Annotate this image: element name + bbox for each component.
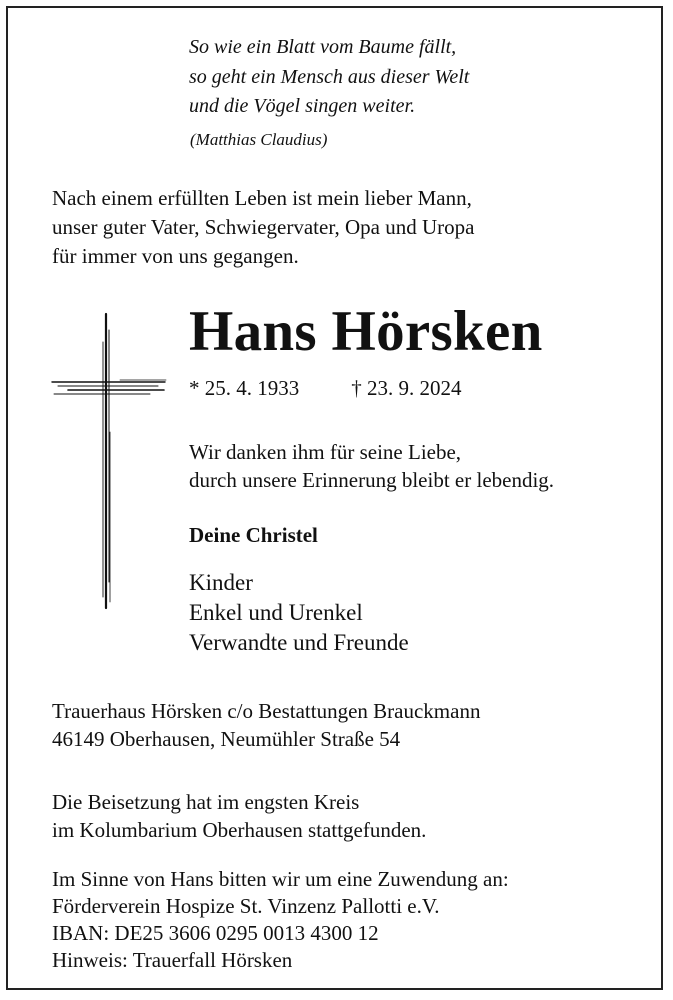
death-date: † 23. 9. 2024 bbox=[351, 376, 462, 400]
deceased-name: Hans Hörsken bbox=[189, 300, 543, 363]
donation-iban: IBAN: DE25 3606 0295 0013 4300 12 bbox=[52, 921, 379, 945]
family-item: Enkel und Urenkel bbox=[189, 600, 363, 625]
family-list bbox=[189, 568, 409, 658]
life-dates bbox=[189, 376, 462, 401]
address-line: 46149 Oberhausen, Neumühler Straße 54 bbox=[52, 727, 401, 751]
quote-author: (Matthias Claudius) bbox=[190, 130, 328, 149]
quote-line: so geht ein Mensch aus dieser Welt bbox=[189, 65, 470, 88]
donation-reference: Hinweis: Trauerfall Hörsken bbox=[52, 948, 293, 972]
family-item: Kinder bbox=[189, 570, 253, 595]
quote-line: und die Vögel singen weiter. bbox=[189, 95, 416, 117]
burial-notice bbox=[52, 788, 426, 844]
family-item: Verwandte und Freunde bbox=[189, 630, 409, 655]
signer-name: Deine Christel bbox=[189, 523, 318, 547]
thanks-line: Wir danken ihm für seine Liebe, bbox=[189, 440, 462, 464]
donation-info bbox=[52, 866, 509, 974]
burial-line: Die Beisetzung hat im engsten Kreis bbox=[52, 790, 360, 814]
intro-line: Nach einem erfüllten Leben ist mein lieber Mann, bbox=[52, 186, 472, 210]
burial-line: im Kolumbarium Oberhausen stattgefunden. bbox=[52, 818, 427, 842]
donation-line: Förderverein Hospize St. Vinzenz Pallotti e.V. bbox=[52, 894, 440, 918]
birth-date: * 25. 4. 1933 bbox=[189, 376, 300, 400]
thanks-text bbox=[189, 438, 554, 494]
intro-text bbox=[52, 184, 474, 271]
address-line: Trauerhaus Hörsken c/o Bestattungen Brauckmann bbox=[52, 699, 481, 723]
quote-line: So wie ein Blatt vom Baume fällt, bbox=[189, 36, 457, 58]
quote-block bbox=[189, 33, 469, 122]
thanks-line: durch unsere Erinnerung bleibt er lebendig. bbox=[189, 468, 555, 492]
mourning-address bbox=[52, 697, 480, 753]
intro-line: unser guter Vater, Schwiegervater, Opa und Uropa bbox=[52, 215, 475, 239]
donation-line: Im Sinne von Hans bitten wir um eine Zuwendung an: bbox=[52, 867, 509, 891]
cross-icon bbox=[50, 312, 170, 612]
intro-line: für immer von uns gegangen. bbox=[52, 244, 299, 268]
